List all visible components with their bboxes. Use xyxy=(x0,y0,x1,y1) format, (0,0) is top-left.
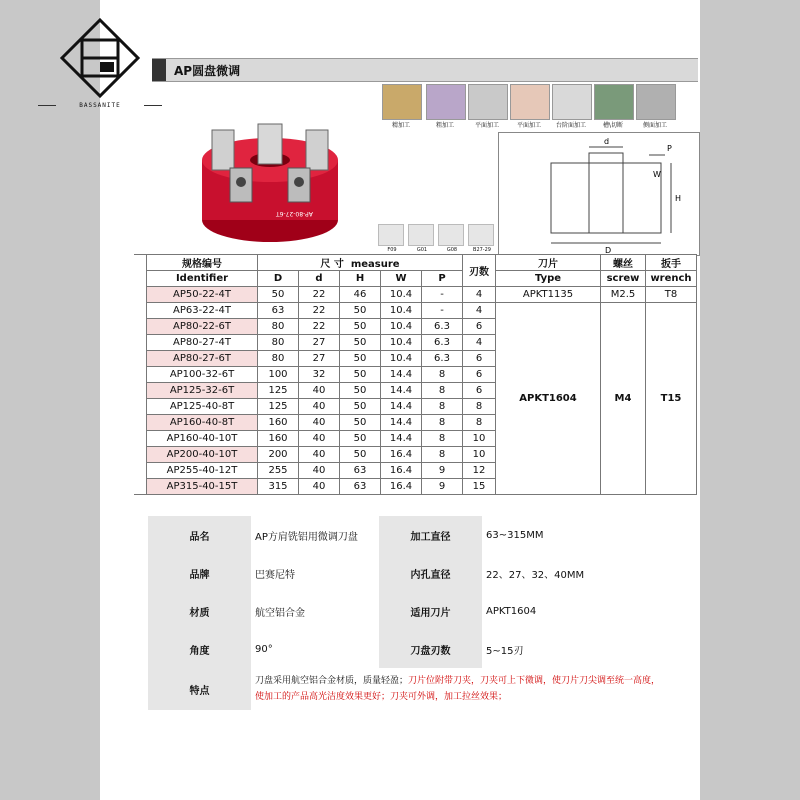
process-label: 槽\切断 xyxy=(602,122,624,129)
process-icon-step xyxy=(552,84,592,120)
accessory-icon-screw: G01 xyxy=(408,224,434,246)
screw: M4 xyxy=(601,303,646,495)
col-measure: 尺 寸 measure xyxy=(258,255,463,271)
process-label: 侧面加工 xyxy=(642,122,667,129)
page-title: AP圆盘微调 xyxy=(174,64,241,78)
accessory-icon-insert: F09 xyxy=(378,224,404,246)
process-icon-slot xyxy=(594,84,634,120)
material-label: 材质 xyxy=(148,592,251,630)
table-row: AP80-22-6T 80 22 50 10.4 6.3 6 xyxy=(134,319,697,335)
process-label: 平面加工 xyxy=(516,122,541,129)
brand-name: BASSANITE xyxy=(60,102,140,109)
material-value: 航空铝合金 xyxy=(251,592,379,630)
name-value: AP方肩铣铝用微调刀盘 xyxy=(251,516,379,554)
dia-value: 63~315MM xyxy=(482,516,665,554)
spec-table xyxy=(134,254,697,495)
process-icon-side xyxy=(636,84,676,120)
process-label: 精加工 xyxy=(391,122,410,129)
dim-H-label: H xyxy=(675,194,682,203)
table-gutter xyxy=(134,255,147,495)
bore-label: 内孔直径 xyxy=(379,554,482,592)
col-H: H xyxy=(340,271,381,287)
table-row: AP80-27-4T 80 27 50 10.4 6.3 4 xyxy=(134,335,697,351)
process-icon-face-2 xyxy=(510,84,550,120)
process-icon-face-1 xyxy=(468,84,508,120)
face-mill-cutter-image xyxy=(190,110,350,250)
angle-value: 90° xyxy=(251,630,379,668)
teeth-label: 刀盘刃数 xyxy=(379,630,482,668)
col-id-cn: 规格编号 xyxy=(147,255,258,271)
insert-type: APKT1604 xyxy=(496,303,601,495)
title-bar xyxy=(152,58,698,82)
col-id-en: Identifier xyxy=(147,271,258,287)
brand-value: 巴赛尼特 xyxy=(251,554,379,592)
process-icon-finishing xyxy=(382,84,422,120)
dim-P-label: P xyxy=(667,144,672,153)
col-wrench-en: wrench xyxy=(646,271,697,287)
bore-value: 22、27、32、40MM xyxy=(482,554,665,592)
col-P: P xyxy=(422,271,463,287)
process-label: 粗加工 xyxy=(435,122,454,129)
angle-label: 角度 xyxy=(148,630,251,668)
table-row: AP125-40-8T 125 40 50 14.4 8 8 xyxy=(134,399,697,415)
table-row: AP100-32-6T 100 32 50 14.4 8 6 xyxy=(134,367,697,383)
table-row: AP80-27-6T 80 27 50 10.4 6.3 6 xyxy=(134,351,697,367)
col-type-cn: 刀片 xyxy=(496,255,601,271)
insert-value: APKT1604 xyxy=(482,592,665,630)
product-engraving: AP-80-27-6T xyxy=(276,210,313,217)
brand-logo xyxy=(60,18,140,98)
col-W: W xyxy=(381,271,422,287)
col-type-en: Type xyxy=(496,271,601,287)
wrench: T8 xyxy=(646,287,697,303)
teeth-value: 5~15刃 xyxy=(482,630,665,668)
table-row: AP50-22-4T 50 22 46 10.4 - 4 APKT1135 M2.5 T8 xyxy=(134,287,697,303)
col-D: D xyxy=(258,271,299,287)
col-teeth: 刃数 xyxy=(463,255,496,287)
accessory-icon-key: G08 xyxy=(438,224,464,246)
dim-d-label: d xyxy=(604,137,610,146)
brand-label: 品牌 xyxy=(148,554,251,592)
col-d: d xyxy=(299,271,340,287)
dim-W-label: W xyxy=(653,170,661,179)
table-row: AP255-40-12T 255 40 63 16.4 9 12 xyxy=(134,463,697,479)
feature-label: 特点 xyxy=(148,668,251,710)
name-label: 品名 xyxy=(148,516,251,554)
title-marker xyxy=(152,59,166,81)
dimension-diagram xyxy=(498,132,700,256)
wrench: T15 xyxy=(646,303,697,495)
dim-D-label: D xyxy=(605,246,612,255)
table-row: AP315-40-15T 315 40 63 16.4 9 15 xyxy=(134,479,697,495)
feature-text-1: 刀盘采用航空铝合金材质，质量轻盈； xyxy=(255,676,409,686)
table-row: AP160-40-8T 160 40 50 14.4 8 8 xyxy=(134,415,697,431)
screw: M2.5 xyxy=(601,287,646,303)
table-row: AP63-22-4T 63 22 50 10.4 - 4 APKT1604 M4 T15 xyxy=(134,303,697,319)
insert-label: 适用刀片 xyxy=(379,592,482,630)
feature-text-2: 刀片位附带刀夹，刀夹可上下微调，使刀片刀尖调至统一高度，使加工的产品高光洁度效果更好；刀夹可外调，加工拉丝效果； xyxy=(255,676,661,702)
process-icon-roughing xyxy=(426,84,466,120)
info-table xyxy=(148,516,665,710)
table-row: AP200-40-10T 200 40 50 16.4 8 10 xyxy=(134,447,697,463)
process-label: 台阶面加工 xyxy=(555,122,586,129)
insert-type: APKT1135 xyxy=(496,287,601,303)
col-screw-en: screw xyxy=(601,271,646,287)
dia-label: 加工直径 xyxy=(379,516,482,554)
feature-value xyxy=(251,668,665,710)
process-label: 平面加工 xyxy=(474,122,499,129)
col-screw-cn: 螺丝 xyxy=(601,255,646,271)
accessory-icon-wrench: B27-29 xyxy=(468,224,494,246)
col-wrench-cn: 扳手 xyxy=(646,255,697,271)
table-row: AP160-40-10T 160 40 50 14.4 8 10 xyxy=(134,431,697,447)
table-row: AP125-32-6T 125 40 50 14.4 8 6 xyxy=(134,383,697,399)
